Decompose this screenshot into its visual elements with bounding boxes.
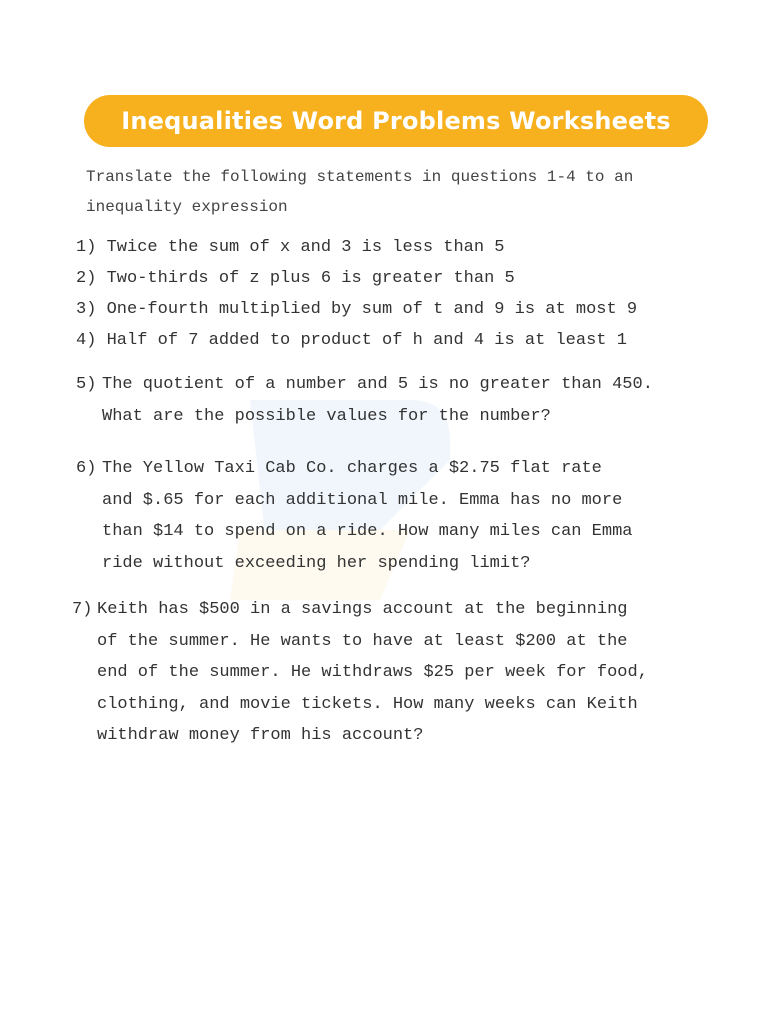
- question-1: [76, 232, 504, 264]
- question-text: One-fourth multiplied by sum of t and 9 is at most 9: [106, 300, 638, 319]
- question-4: [76, 325, 627, 357]
- question-3: [76, 294, 637, 326]
- question-text: Twice the sum of x and 3 is less than 5: [106, 238, 505, 257]
- question-number: 5): [76, 375, 97, 394]
- question-5: [76, 369, 716, 432]
- question-number: 1): [76, 238, 97, 257]
- question-number: 4): [76, 331, 97, 350]
- question-number: 3): [76, 300, 97, 319]
- question-text: Two-thirds of z plus 6 is greater than 5: [106, 269, 515, 288]
- question-2: [76, 263, 515, 295]
- question-number: 2): [76, 269, 97, 288]
- instructions-text: Translate the following statements in questions 1-4 to an inequality expression: [86, 168, 634, 216]
- question-text: The quotient of a number and 5 is no greater than 450. What are the possible values for the number?: [102, 375, 653, 426]
- question-text: Keith has $500 in a savings account at the beginning of the summer. He wants to have at least $200 at the end of the summer. He withdraws $25 per week for food, clothing, and movie tickets. How many weeks can Keith withdraw money from his account?: [97, 600, 648, 745]
- question-number: 7): [72, 600, 93, 619]
- question-7: [72, 594, 712, 752]
- question-text: The Yellow Taxi Cab Co. charges a $2.75 flat rate and $.65 for each additional mile. Emma has no more than $14 to spend on a ride. How many miles can Emma ride without exceeding her spending limit?: [102, 459, 633, 573]
- title-banner: [84, 95, 708, 147]
- question-number: 6): [76, 459, 97, 478]
- question-6: [76, 453, 716, 579]
- question-text: Half of 7 added to product of h and 4 is at least 1: [106, 331, 627, 350]
- page-title: Inequalities Word Problems Worksheets: [121, 107, 671, 135]
